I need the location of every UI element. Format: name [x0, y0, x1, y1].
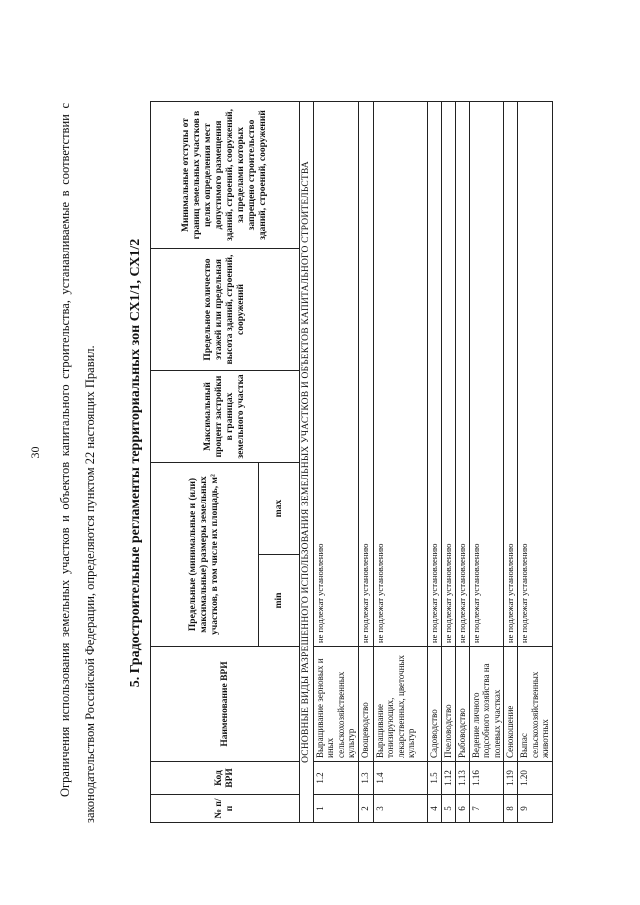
row-num: 8 [504, 795, 518, 823]
row-name: Рыбоводство [455, 647, 469, 762]
row-value: не подлежат установлению [358, 102, 373, 647]
row-code: 1.16 [469, 762, 504, 795]
row-num: 3 [373, 795, 427, 823]
row-name: Выпас сельскохозяйственных животных [518, 647, 553, 762]
section-row [300, 102, 314, 823]
header-name: Наименование ВРИ [151, 647, 300, 762]
row-num: 6 [455, 795, 469, 823]
section-title: ОСНОВНЫЕ ВИДЫ РАЗРЕШЕННОГО ИСПОЛЬЗОВАНИЯ ЗЕМЕЛЬНЫХ УЧАСТКОВ И ОБЪЕКТОВ КАПИТАЛЬНОГО СТРОИТЕЛЬСТВА [300, 102, 314, 823]
row-name: Сенокошение [504, 647, 518, 762]
intro-text: Ограничения использования земельных участков и объектов капитального строительства, устанавливаемые в соответствии с законодательством Российской Федерации, определяются пунктом 22 настоящих Правил. [58, 103, 97, 823]
intro-paragraph [53, 103, 103, 823]
row-value: не подлежат установлению [455, 102, 469, 647]
row-name: Овощеводство [358, 647, 373, 762]
header-max: max [259, 463, 300, 555]
page-number: 30 [28, 446, 42, 459]
table-row [469, 102, 504, 823]
row-code: 1.19 [504, 762, 518, 795]
header-floors: Предельное количество этажей или предельная высота зданий, строений, сооружений [151, 249, 300, 371]
header-min: min [259, 555, 300, 647]
row-num: 4 [427, 795, 441, 823]
row-name: Выращивание зерновых и иных сельскохозяйственных культур [313, 647, 358, 762]
row-name: Выращивание тонизирующих, лекарственных, цветочных культур [373, 647, 427, 762]
table-row [455, 102, 469, 823]
row-code: 1.3 [358, 762, 373, 795]
row-value: не подлежат установлению [313, 102, 358, 647]
row-value: не подлежат установлению [427, 102, 441, 647]
row-value: не подлежат установлению [373, 102, 427, 647]
row-code: 1.20 [518, 762, 553, 795]
row-code: 1.12 [441, 762, 455, 795]
table-row [504, 102, 518, 823]
row-code: 1.2 [313, 762, 358, 795]
table-row [313, 102, 358, 823]
row-code: 1.5 [427, 762, 441, 795]
row-name: Пчеловодство [441, 647, 455, 762]
table-row [358, 102, 373, 823]
section-heading: 5. Градостроительные регламенты территориальных зон СХ1/1, СХ1/2 [128, 238, 143, 688]
row-value: не подлежат установлению [469, 102, 504, 647]
row-value: не подлежат установлению [441, 102, 455, 647]
row-value: не подлежат установлению [518, 102, 553, 647]
row-num: 1 [313, 795, 358, 823]
table-row [518, 102, 553, 823]
table-row [441, 102, 455, 823]
row-num: 7 [469, 795, 504, 823]
header-num: № п/п [151, 795, 300, 823]
row-name: Садоводство [427, 647, 441, 762]
row-value: не подлежат установлению [504, 102, 518, 647]
row-code: 1.13 [455, 762, 469, 795]
row-code: 1.4 [373, 762, 427, 795]
header-plot-size: Предельные (минимальные и (или) максимальные) размеры земельных участков, в том числе их площадь, м² [151, 463, 259, 647]
header-code: Код ВРИ [151, 762, 300, 795]
table-row [427, 102, 441, 823]
table-header-row [151, 102, 259, 823]
row-num: 5 [441, 795, 455, 823]
header-max-percent: Максимальный процент застройки в границах земельного участка [151, 371, 300, 463]
row-num: 9 [518, 795, 553, 823]
row-name: Ведение личного подсобного хозяйства на полевых участках [469, 647, 504, 762]
table-row [373, 102, 427, 823]
header-setbacks: Минимальные отступы от границ земельных участков в целях определения мест допустимого размещения зданий, строений, сооружений, за пределами которых запрещено строительство зданий, строений, сооружений [151, 102, 300, 249]
regulations-table [150, 101, 553, 823]
row-num: 2 [358, 795, 373, 823]
